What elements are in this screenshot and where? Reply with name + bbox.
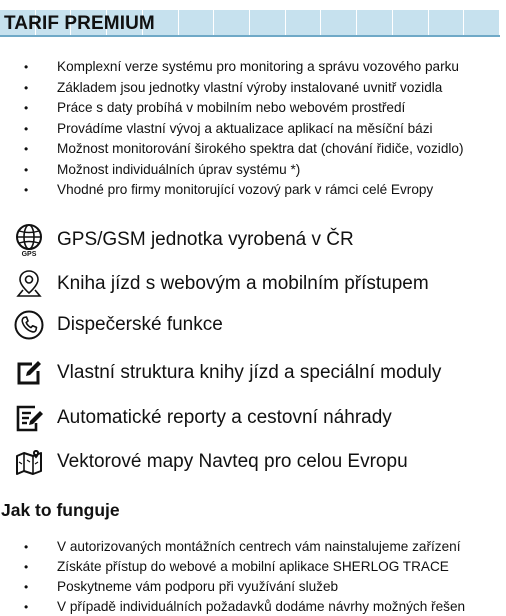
list-item: • Poskytneme vám podporu při využívání služeb xyxy=(0,577,506,597)
feature-text: Kniha jízd s webovým a mobilním přístupem xyxy=(57,273,429,294)
list-item: • Možnost monitorování širokého spektra dat (chování řidiče, vozidlo) xyxy=(0,139,506,160)
list-item: • Získáte přístup do webové a mobilní aplikace SHERLOG TRACE xyxy=(0,557,506,577)
list-item: • V autorizovaných montážních centrech vám nainstalujeme zařízení xyxy=(0,537,506,557)
list-item: • Možnost individuálních úprav systému *) xyxy=(0,160,506,181)
folded-map-icon xyxy=(12,445,46,479)
page-title: TARIF PREMIUM xyxy=(4,13,155,34)
feature-text: Automatické reporty a cestovní náhrady xyxy=(57,407,392,428)
phone-icon xyxy=(12,308,46,342)
edit-icon xyxy=(12,356,46,390)
how-it-works-list xyxy=(0,537,506,616)
globe-gps-icon xyxy=(12,223,46,257)
list-item: • V případě individuálních požadavků dodáme návrhy možných řešen xyxy=(0,597,506,616)
list-item: • Základem jsou jednotky vlastní výroby instalované uvnitř vozidla xyxy=(0,78,506,99)
intro-list xyxy=(0,57,506,201)
report-icon xyxy=(12,401,46,435)
feature-text: Dispečerské funkce xyxy=(57,314,223,335)
list-item: • Práce s daty probíhá v mobilním nebo webovém prostředí xyxy=(0,98,506,119)
list-item: • Provádíme vlastní vývoj a aktualizace aplikací na měsíční bázi xyxy=(0,119,506,140)
gps-icon-label: GPS xyxy=(21,251,37,258)
map-pin-icon xyxy=(12,267,46,301)
feature-text: GPS/GSM jednotka vyrobená v ČR xyxy=(57,229,354,250)
feature-text: Vektorové mapy Navteq pro celou Evropu xyxy=(57,451,408,472)
list-item: • Komplexní verze systému pro monitoring a správu vozového parku xyxy=(0,57,506,78)
header-band xyxy=(0,10,500,37)
section-heading-how-it-works: Jak to funguje xyxy=(1,500,120,520)
list-item: • Vhodné pro firmy monitorující vozový park v rámci celé Evropy xyxy=(0,180,506,201)
feature-text: Vlastní struktura knihy jízd a speciální moduly xyxy=(57,362,442,383)
